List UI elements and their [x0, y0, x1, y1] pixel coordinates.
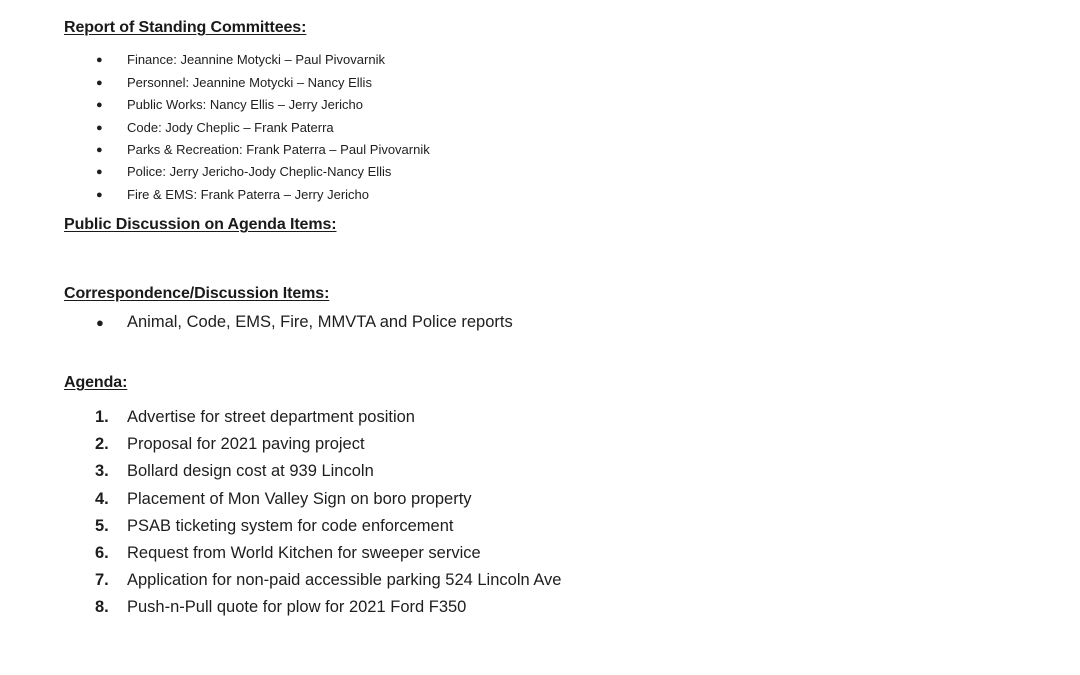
- agenda-item-text: Placement of Mon Valley Sign on boro property: [127, 490, 472, 508]
- correspondence-heading: Correspondence/Discussion Items:: [64, 285, 330, 302]
- committee-fire-ems: Fire & EMS: Frank Paterra – Jerry Jericho: [127, 187, 370, 202]
- agenda-item-number: 8.: [95, 598, 109, 616]
- bullet-icon: ●: [96, 315, 104, 330]
- correspondence-item: Animal, Code, EMS, Fire, MMVTA and Police reports: [127, 313, 513, 331]
- bullet-icon: ●: [96, 54, 103, 66]
- agenda-item-text: PSAB ticketing system for code enforcement: [127, 517, 454, 535]
- bullet-icon: ●: [96, 144, 103, 156]
- agenda-item-text: Push-n-Pull quote for plow for 2021 Ford F350: [127, 598, 467, 616]
- agenda-item-text: Application for non-paid accessible parking 524 Lincoln Ave: [127, 571, 562, 589]
- committee-parks-recreation: Parks & Recreation: Frank Paterra – Paul Pivovarnik: [127, 142, 430, 157]
- standing-committees-heading: Report of Standing Committees:: [64, 19, 307, 36]
- agenda-item-number: 6.: [95, 544, 109, 562]
- committee-personnel: Personnel: Jeannine Motycki – Nancy Ellis: [127, 75, 372, 90]
- agenda-item-text: Request from World Kitchen for sweeper service: [127, 544, 481, 562]
- bullet-icon: ●: [96, 99, 103, 111]
- agenda-item-text: Advertise for street department position: [127, 408, 415, 426]
- public-discussion-heading: Public Discussion on Agenda Items:: [64, 216, 337, 233]
- bullet-icon: ●: [96, 77, 103, 89]
- agenda-item-number: 4.: [95, 490, 109, 508]
- agenda-heading: Agenda:: [64, 374, 128, 391]
- agenda-item-text: Bollard design cost at 939 Lincoln: [127, 462, 374, 480]
- bullet-icon: ●: [96, 189, 103, 201]
- agenda-item-number: 1.: [95, 408, 109, 426]
- agenda-item-number: 5.: [95, 517, 109, 535]
- committee-police: Police: Jerry Jericho-Jody Cheplic-Nancy Ellis: [127, 164, 392, 179]
- committee-public-works: Public Works: Nancy Ellis – Jerry Jericho: [127, 97, 363, 112]
- bullet-icon: ●: [96, 122, 103, 134]
- bullet-icon: ●: [96, 166, 103, 178]
- agenda-item-text: Proposal for 2021 paving project: [127, 435, 365, 453]
- committee-finance: Finance: Jeannine Motycki – Paul Pivovarnik: [127, 52, 385, 67]
- committee-code: Code: Jody Cheplic – Frank Paterra: [127, 120, 334, 135]
- agenda-item-number: 3.: [95, 462, 109, 480]
- agenda-item-number: 7.: [95, 571, 109, 589]
- agenda-item-number: 2.: [95, 435, 109, 453]
